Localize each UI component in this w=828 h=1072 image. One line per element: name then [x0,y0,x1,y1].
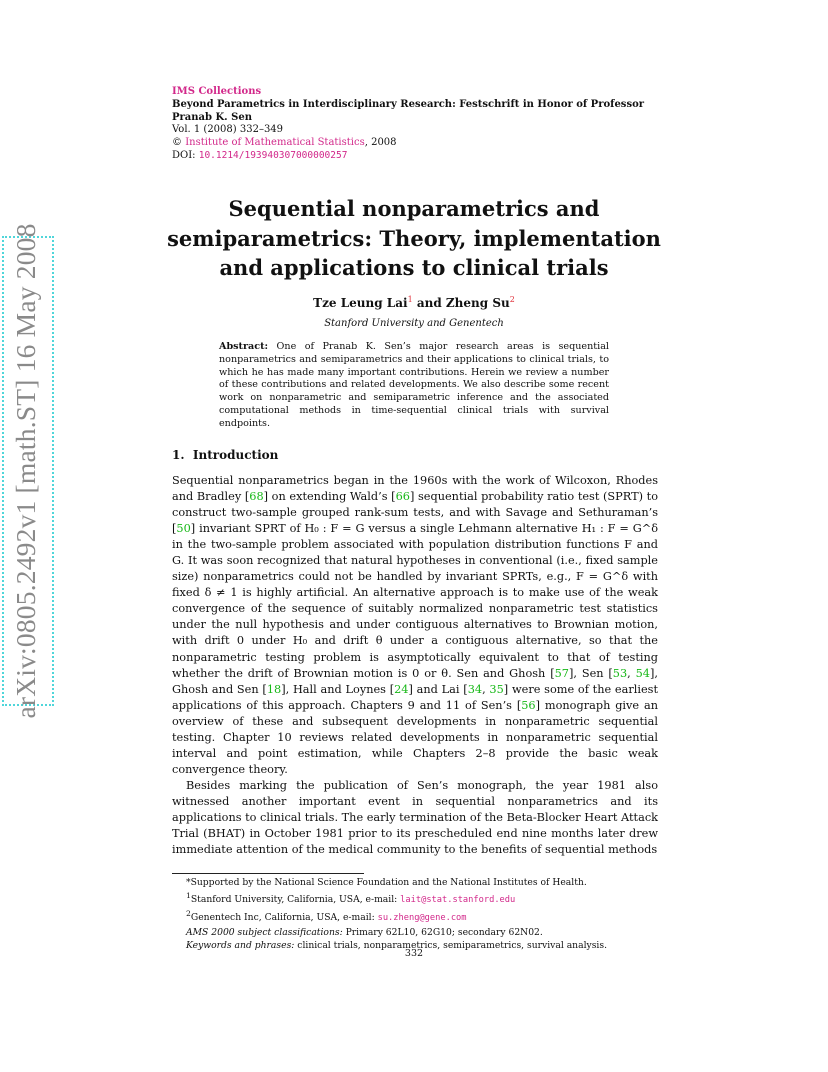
paragraph-1: Sequential nonparametrics began in the 1960s with the work of Wilcoxon, Rhodes and Bradley [68] on extending Wald’s [66] sequential probability ratio test (SPRT) to construct two-sample grouped rank-sum tests, and with Savage and Sethuraman’s [50] invariant SPRT of H₀ : F = G versus a single Lehmann alternative H₁ : F = G^δ in the two-sample problem associated with population distribution functions F and G. It was soon recognized that natural hypotheses in conventional (i.e., fixed sample size) nonparametrics could not be handled by invariant SPRTs, e.g., F = G^δ with fixed δ ≠ 1 is highly artificial. An alternative approach is to make use of the weak convergence of the sequence of suitably normalized nonparametric test statistics under the null hypothesis and under contiguous alternatives to Brownian motion, with drift 0 under H₀ and drift θ under a contiguous alternative, so that the nonparametric testing problem is asymptotically equivalent to that of testing whether the drift of Brownian motion is 0 or θ. Sen and Ghosh [57], Sen [53, 54], Ghosh and Sen [18], Hall and Loynes [24] and Lai [34, 35] were some of the earliest applications of this approach. Chapters 9 and 11 of Sen’s [56] monograph give an overview of these and subsequent developments in nonparametric sequential testing. Chapter 10 reviews related developments in nonparametric sequential interval and point estimation, while Chapters 2–8 provide the basic weak convergence theory. [172,474,658,776]
footnote-rule [172,873,364,874]
arxiv-identifier[interactable]: arXiv:0805.2492v1 [math.ST] 16 May 2008 [10,223,41,719]
book-title-line1: Beyond Parametrics in Interdisciplinary Research: Festschrift in Honor of Professor [172,98,645,110]
author-line: Tze Leung Lai$^1$ and Zheng Su$^2$ [313,295,515,310]
footnote-1: $^1$Stanford University, California, USA, e-mail: lait@stat.stanford.edu [186,891,516,906]
copyright-line: © Institute of Mathematical Statistics, 2008 [172,137,397,149]
main-text [172,473,658,858]
footnotes [172,876,658,952]
abstract-text: One of Pranab K. Sen’s major research areas is sequential nonparametrics and semiparametrics and their applications to clinical trials, to which he has made many important contributions. Herein we review a number of these contributions and related developments. We also describe some recent work on nonparametric and semiparametric inference and the associated computational methods in time-sequential clinical trials with survival endpoints. [219,341,609,429]
citation-link[interactable]: 18 [266,682,282,696]
citation-link[interactable]: 24 [394,682,409,696]
email-link[interactable]: su.zheng@gene.com [377,913,467,924]
ams-classification: AMS 2000 subject classifications: Primary 62L10, 62G10; secondary 62N02. [186,926,543,938]
author-1: Tze Leung Lai [313,296,408,310]
abstract-label: Abstract: [219,341,269,352]
doi-line: DOI: 10.1214/193940307000000257 [172,149,348,161]
author-2-footnote-link[interactable]: 2 [509,295,515,304]
email-link[interactable]: lait@stat.stanford.edu [400,895,516,906]
page-number: 332 [404,948,424,959]
doi-link[interactable]: 10.1214/193940307000000257 [198,149,348,161]
author-1-footnote-link[interactable]: 1 [407,295,413,304]
keywords: Keywords and phrases: clinical trials, nonparametrics, semiparametrics, survival analysis. [186,939,607,951]
section-heading: 1. Introduction [172,448,279,462]
journal-header [172,86,672,163]
citation-link[interactable]: 50 [176,522,191,536]
citation-link[interactable]: 57 [554,666,569,680]
volume-info: Vol. 1 (2008) 332–349 [172,124,284,136]
citation-link[interactable]: 54 [635,666,650,680]
footnote-funding: *Supported by the National Science Foundation and the National Institutes of Health. [186,877,587,888]
copyright-icon: © [172,137,182,149]
institute-link[interactable]: Institute of Mathematical Statistics [185,137,365,149]
footnote-2: $^2$Genentech Inc, California, USA, e-mail: su.zheng@gene.com [186,909,467,924]
citation-link[interactable]: 68 [249,490,264,504]
citation-link[interactable]: 34 [467,682,483,696]
affiliation: Stanford University and Genentech [324,318,504,329]
citation-link[interactable]: 53 [612,666,628,680]
citation-link[interactable]: 56 [521,698,536,712]
author-2: Zheng Su [445,296,510,310]
paragraph-2: Besides marking the publication of Sen’s monograph, the year 1981 also witnessed another important event in sequential nonparametrics and its applications to clinical trials. The early termination of the Beta-Blocker Heart Attack Trial (BHAT) in October 1981 prior to its prescheduled end nine months later drew immediate attention of the medical community to the benefits of sequential methods [172,778,658,857]
collection-name: IMS Collections [172,86,262,97]
book-title-line2: Pranab K. Sen [172,111,252,123]
abstract [219,341,609,431]
paper-title: Sequential nonparametrics and semiparametrics: Theory, implementation and applications to clinical trials [167,196,661,280]
citation-link[interactable]: 35 [489,682,504,696]
citation-link[interactable]: 66 [395,490,410,504]
